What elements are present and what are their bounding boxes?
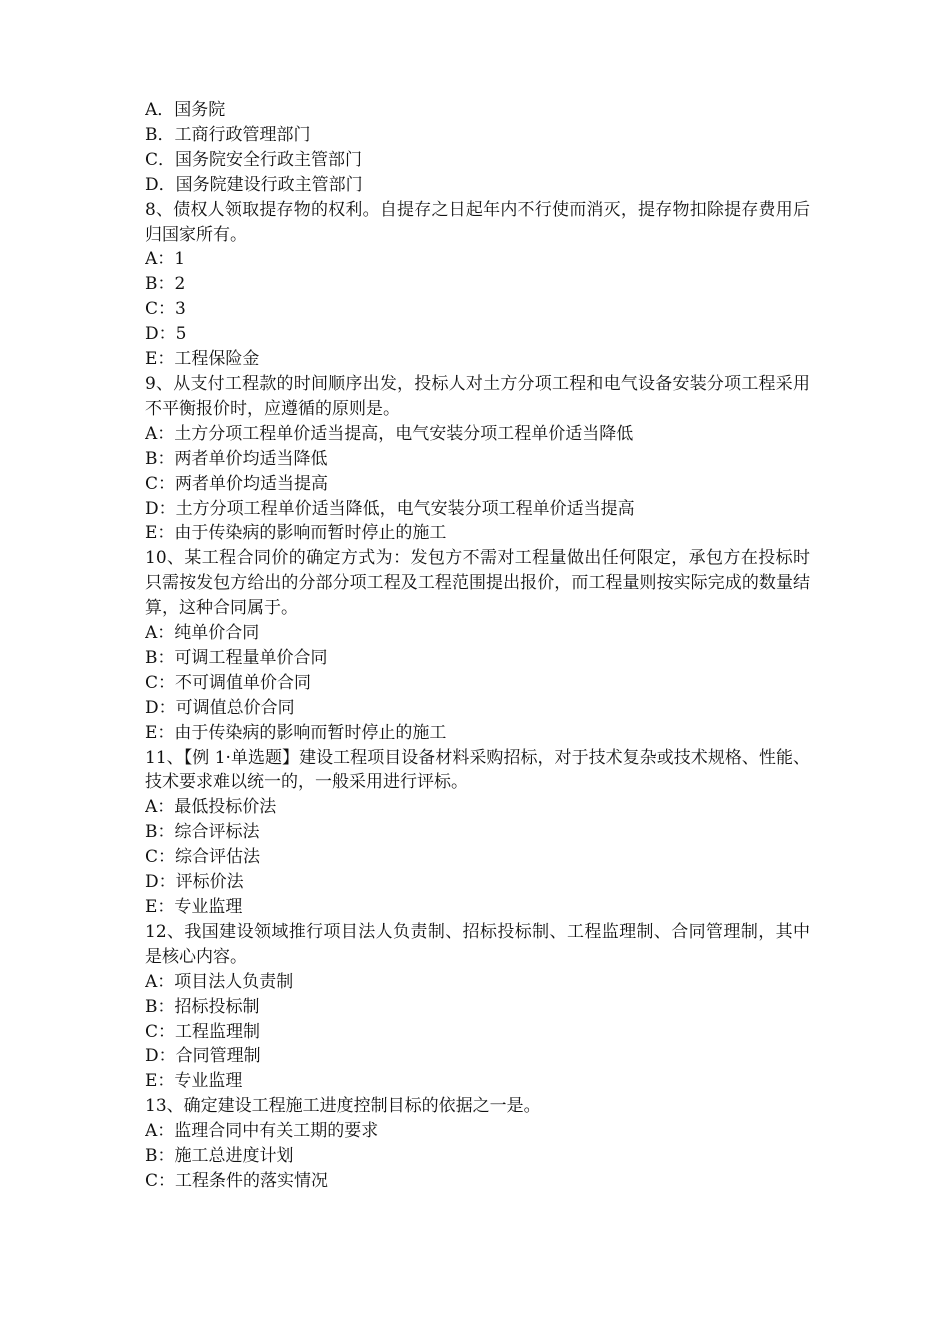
option-line: A：土方分项工程单价适当提高，电气安装分项工程单价适当降低: [145, 423, 634, 444]
question-stem: 8、债权人领取提存物的权利。自提存之日起年内不行使而消灭，提存物扣除提存费用后归国家所有。: [145, 199, 810, 245]
question-stem: 9、从支付工程款的时间顺序出发，投标人对土方分项工程和电气设备安装分项工程采用不平衡报价时，应遵循的原则是。: [145, 373, 810, 419]
option-line: E：由于传染病的影响而暂时停止的施工: [145, 722, 447, 743]
option-line: D：土方分项工程单价适当降低，电气安装分项工程单价适当提高: [145, 498, 635, 519]
question-stem: 11、【例 1·单选题】建设工程项目设备材料采购招标，对于技术复杂或技术规格、性能、技术要求难以统一的，一般采用进行评标。: [145, 747, 810, 793]
option-line: B：招标投标制: [145, 996, 260, 1017]
option-line: D：5: [145, 324, 187, 345]
option-line: C：工程监理制: [145, 1021, 261, 1042]
option-line: B．工商行政管理部门: [145, 124, 311, 145]
question-11: [145, 746, 810, 920]
option-line: C：工程条件的落实情况: [145, 1170, 329, 1191]
question-stem: 10、某工程合同价的确定方式为：发包方不需对工程量做出任何限定，承包方在投标时只需按发包方给出的分部分项工程及工程范围提出报价，而工程量则按实际完成的数量结算，这种合同属于。: [145, 548, 810, 619]
document-body: [145, 98, 810, 1194]
orphan-option-list: [145, 98, 810, 198]
option-line: D：评标价法: [145, 872, 244, 893]
question-stem: 13、确定建设工程施工进度控制目标的依据之一是。: [145, 1096, 541, 1117]
option-line: D：可调值总价合同: [145, 697, 295, 718]
question-8: [145, 198, 810, 372]
question-10: [145, 546, 810, 745]
option-line: A：1: [145, 249, 186, 270]
option-line: C．国务院安全行政主管部门: [145, 149, 363, 170]
option-line: D．国务院建设行政主管部门: [145, 174, 363, 195]
option-line: B：两者单价均适当降低: [145, 448, 328, 469]
option-line: B：综合评标法: [145, 822, 260, 843]
question-stem: 12、我国建设领域推行项目法人负责制、招标投标制、工程监理制、合同管理制，其中是核心内容。: [145, 921, 810, 967]
option-line: D：合同管理制: [145, 1046, 261, 1067]
option-line: C：综合评估法: [145, 847, 261, 868]
question-12: [145, 920, 810, 1094]
option-line: C：不可调值单价合同: [145, 672, 312, 693]
option-line: B：施工总进度计划: [145, 1146, 294, 1167]
option-line: B：可调工程量单价合同: [145, 647, 328, 668]
option-line: E：专业监理: [145, 897, 243, 917]
question-9: [145, 372, 810, 546]
option-line: E：由于传染病的影响而暂时停止的施工: [145, 523, 447, 544]
option-line: A：纯单价合同: [145, 623, 260, 644]
option-line: A．国务院: [145, 100, 226, 120]
option-line: C：3: [145, 299, 186, 320]
option-line: E：专业监理: [145, 1071, 243, 1092]
option-line: A：监理合同中有关工期的要求: [145, 1121, 379, 1142]
option-line: A：项目法人负责制: [145, 971, 294, 992]
option-line: B：2: [145, 274, 186, 295]
option-line: A：最低投标价法: [145, 797, 277, 818]
option-line: E：工程保险金: [145, 349, 260, 370]
question-13: [145, 1094, 810, 1194]
option-line: C：两者单价均适当提高: [145, 473, 329, 494]
